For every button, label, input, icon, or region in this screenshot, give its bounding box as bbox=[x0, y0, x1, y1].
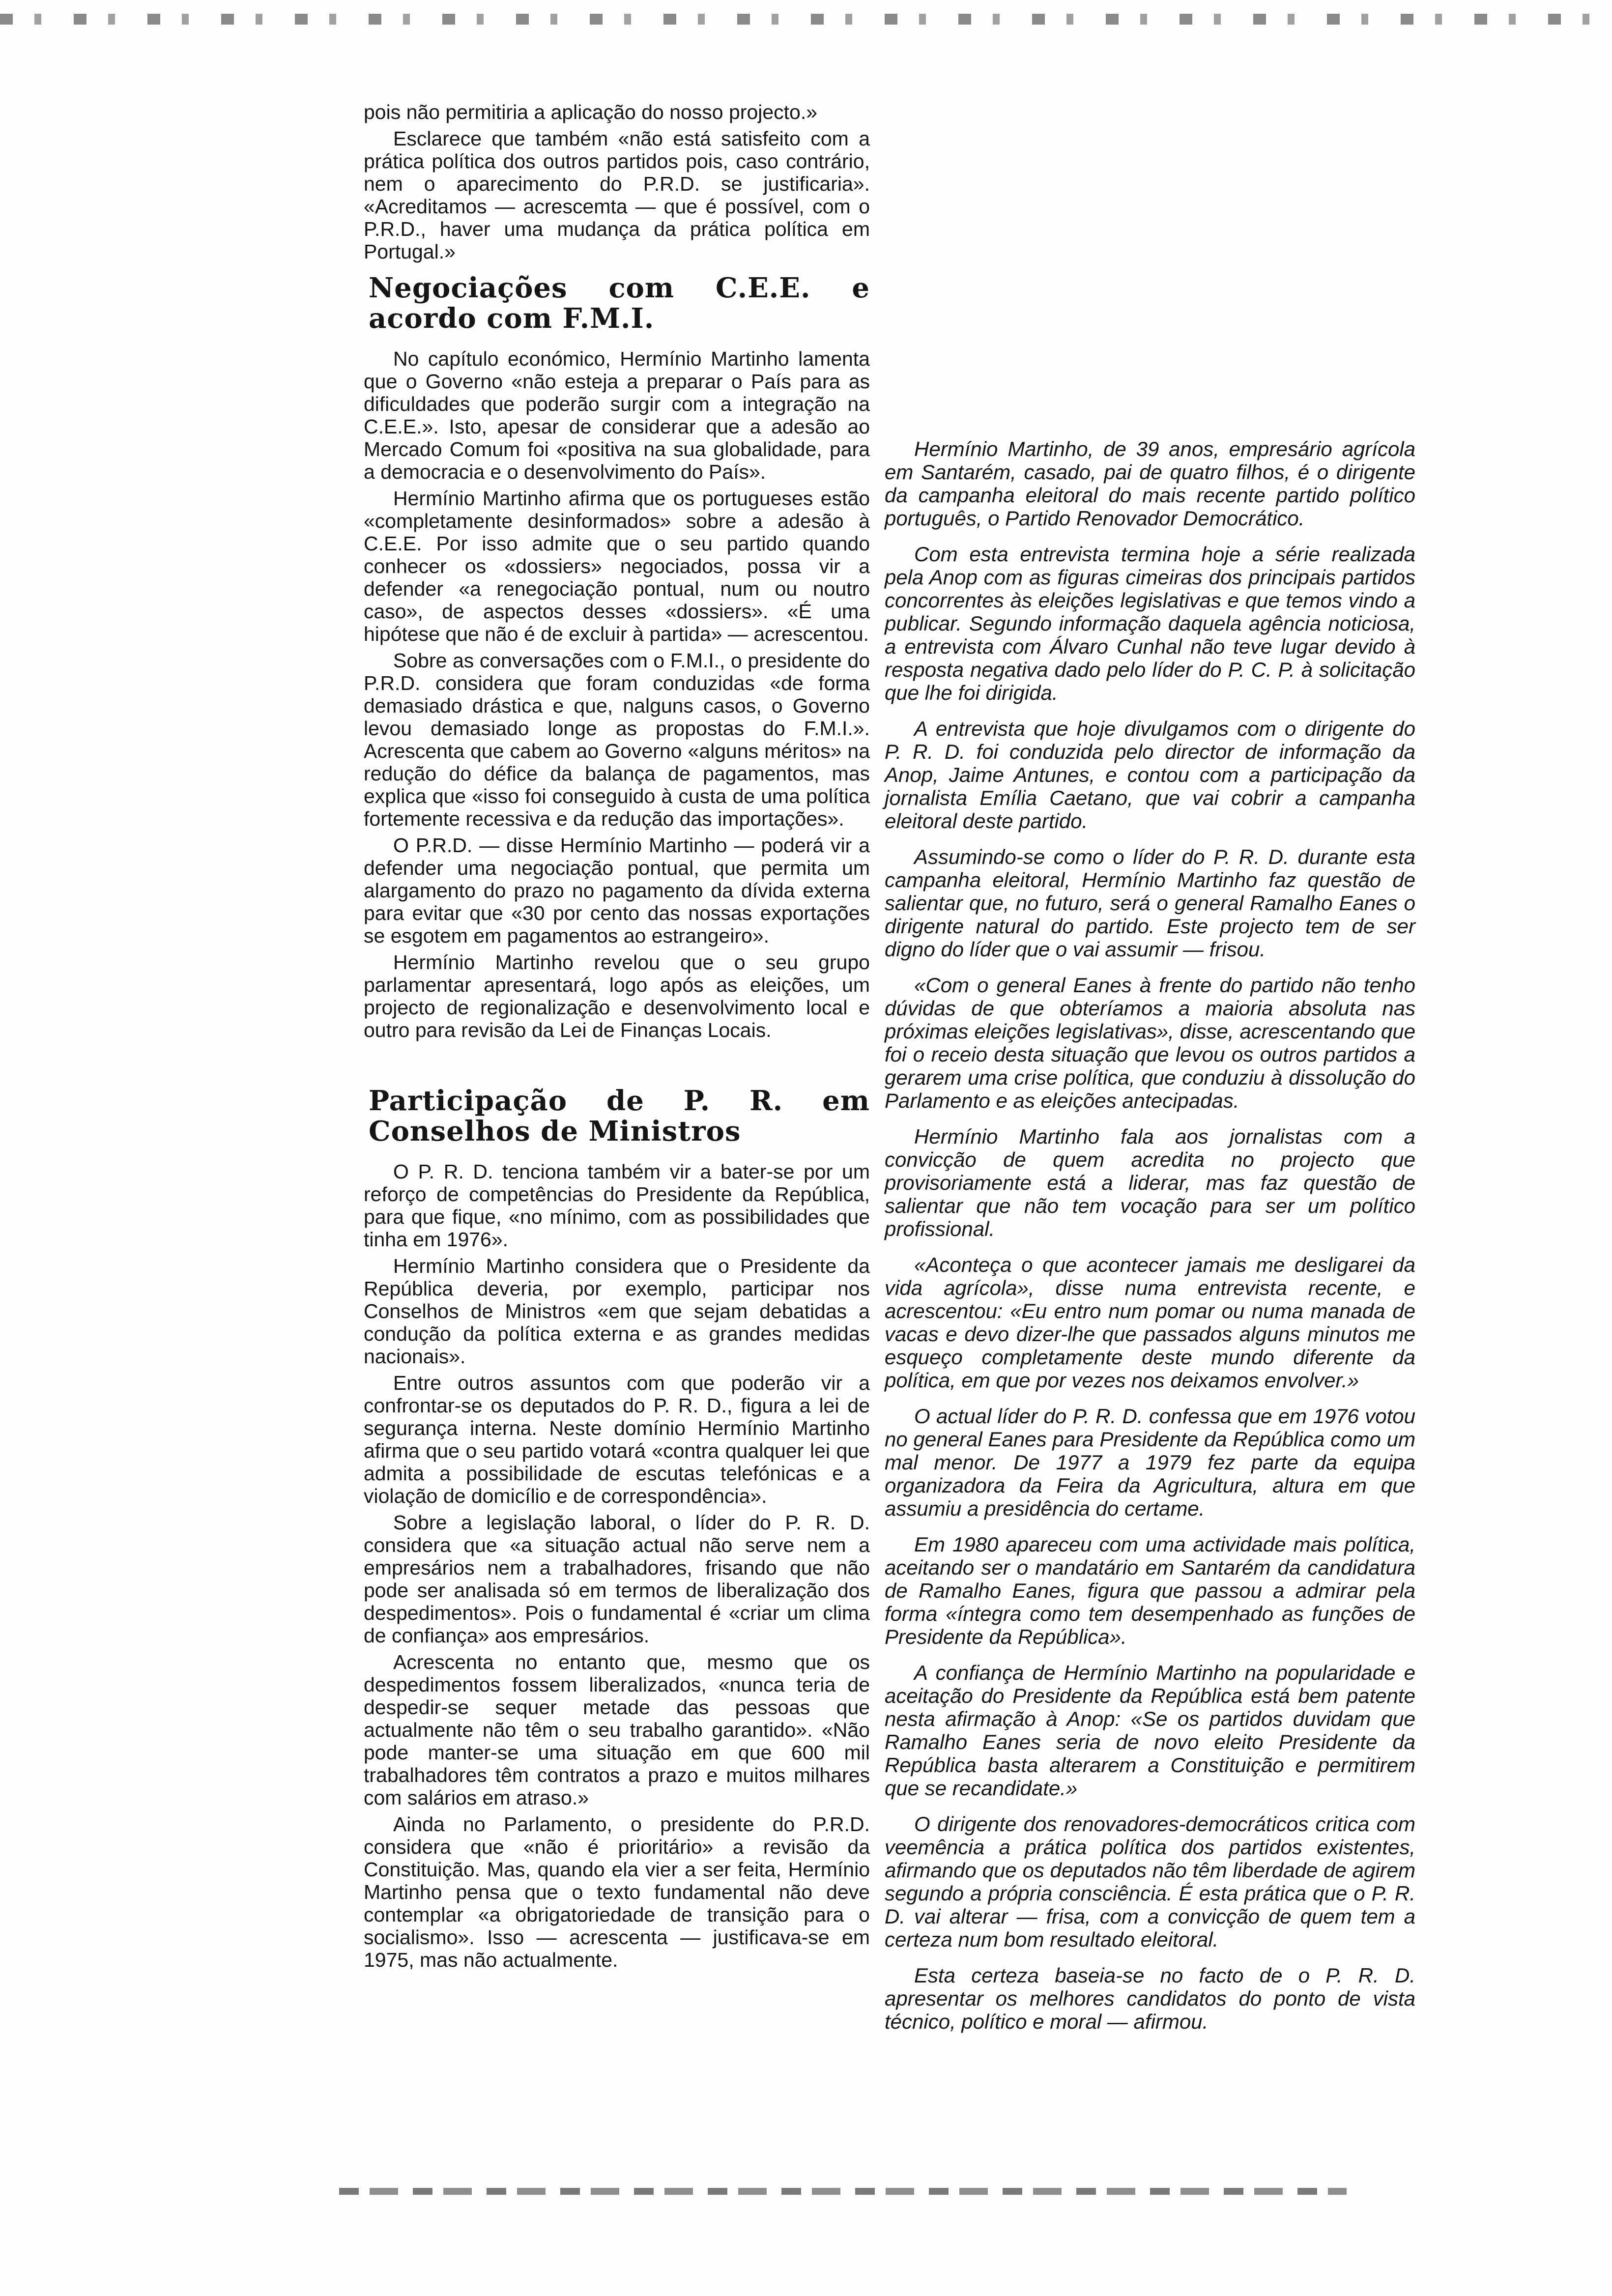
scan-edge-bottom bbox=[339, 2188, 1347, 2195]
profile-paragraph: O dirigente dos renovadores-democráticos critica com veemência a prática política dos partidos existentes, afirmando que os deputados não têm liberdade de agirem segundo a própria consciência. É esta prática que o P. R. D. vai alterar — frisa, com a convicção de quem tem a certeza num bom resultado eleitoral. bbox=[885, 1812, 1415, 1951]
article-paragraph: O P. R. D. tenciona também vir a bater-se por um reforço de competências do Presidente da República, para que fique, «no mínimo, com as possibilidades que tinha em 1976». bbox=[364, 1160, 870, 1251]
article-paragraph: Entre outros assuntos com que poderão vir a confrontar-se os deputados do P. R. D., figura a lei de segurança interna. Neste domínio Hermínio Martinho afirma que o seu partido votará «contra qualquer lei que admita a possibilidade de escutas telefónicas e a violação de domicílio e de correspondência». bbox=[364, 1372, 870, 1507]
profile-paragraph: Com esta entrevista termina hoje a série realizada pela Anop com as figuras cimeiras dos principais partidos concorrentes às eleições legislativas e que temos vindo a publicar. Segundo informação daquela agência noticiosa, a entrevista com Álvaro Cunhal não teve lugar devido à resposta negativa dado pelo líder do P. C. P. à solicitação que lhe foi dirigida. bbox=[885, 543, 1415, 704]
article-paragraph: No capítulo económico, Hermínio Martinho lamenta que o Governo «não esteja a preparar o País para as dificuldades que poderão surgir com a integração na C.E.E.». Isto, apesar de considerar que a adesão ao Mercado Comum foi «positiva na sua globalidade, para a democracia e o desenvolvimento do País». bbox=[364, 347, 870, 483]
article-paragraph: Sobre as conversações com o F.M.I., o presidente do P.R.D. considera que foram conduzidas «de forma demasiado drástica e que, nalguns casos, o Governo levou demasiado longe as propostas do F.M.I.». Acrescenta que cabem ao Governo «alguns méritos» na redução do défice da balança de pagamentos, mas explica que «isso foi conseguido à custa de uma política fortemente recessiva e da redução das importações». bbox=[364, 649, 870, 830]
intro-paragraph: Esclarece que também «não está satisfeito com a prática política dos outros partidos pois, caso contrário, nem o aparecimento do P.R.D. se justificaria». «Acreditamos — acrescemta — que é possível, com o P.R.D., haver uma mudança da prática política em Portugal.» bbox=[364, 127, 870, 263]
intro-paragraph: pois não permitiria a aplicação do nosso projecto.» bbox=[364, 101, 818, 123]
section-heading-negotiations: Negociações com C.E.E. e acordo com F.M.I. bbox=[369, 272, 870, 335]
profile-paragraph: O actual líder do P. R. D. confessa que em 1976 votou no general Eanes para Presidente da República como um mal menor. De 1977 a 1979 fez parte da equipa organizadora da Feira da Agricultura, altura em que assumiu a presidência do certame. bbox=[885, 1405, 1415, 1520]
profile-paragraph: «Com o general Eanes à frente do partido não tenho dúvidas de que obteríamos a maioria absoluta nas próximas eleições legislativas», disse, acrescentando que foi o receio desta situação que levou os outros partidos a gerarem uma crise política, que conduziu à dissolução do Parlamento e as eleições antecipadas. bbox=[885, 974, 1415, 1112]
profile-paragraph: Hermínio Martinho, de 39 anos, empresário agrícola em Santarém, casado, pai de quatro filhos, é o dirigente da campanha eleitoral do mais recente partido político português, o Partido Renovador Democrático. bbox=[885, 437, 1415, 530]
article-paragraph: Ainda no Parlamento, o presidente do P.R.D. considera que «não é prioritário» a revisão da Constituição. Mas, quando ela vier a ser feita, Hermínio Martinho pensa que o texto fundamental não deve contemplar «a obrigatoriedade de transição para o socialismo». Isso — acrescenta — justificava-se em 1975, mas não actualmente. bbox=[364, 1813, 870, 1971]
article-paragraph: Acrescenta no entanto que, mesmo que os despedimentos fossem liberalizados, «nunca teria de despedir-se sequer metade das pessoas que actualmente não têm o seu trabalho garantido». «Não pode manter-se uma situação em que 600 mil trabalhadores têm contratos a prazo e muitos milhares com salários em atraso.» bbox=[364, 1651, 870, 1809]
article-paragraph: Sobre a legislação laboral, o líder do P. R. D. considera que «a situação actual não serve nem a empresários nem a trabalhadores, frisando que não pode ser analisada só em termos de liberalização dos despedimentos». Pois o fundamental é «criar um clima de confiança» aos empresários. bbox=[364, 1511, 870, 1647]
profile-paragraph: Esta certeza baseia-se no facto de o P. R. D. apresentar os melhores candidatos do ponto de vista técnico, político e moral — afirmou. bbox=[885, 1964, 1415, 2033]
left-column bbox=[364, 101, 870, 1975]
profile-paragraph: Assumindo-se como o líder do P. R. D. durante esta campanha eleitoral, Hermínio Martinho faz questão de salientar que, no futuro, será o general Ramalho Eanes o dirigente natural do partido. Este projecto tem de ser digno do líder que o vai assumir — frisou. bbox=[885, 845, 1415, 961]
article-paragraph: Hermínio Martinho considera que o Presidente da República deveria, por exemplo, participar nos Conselhos de Ministros «em que sejam debatidas a condução da política externa e as grandes medidas nacionais». bbox=[364, 1255, 870, 1368]
profile-paragraph: Hermínio Martinho fala aos jornalistas com a convicção de quem acredita no projecto que provisoriamente está a liderar, mas faz questão de salientar que não tem vocação para ser um político profissional. bbox=[885, 1125, 1415, 1240]
article-paragraph: Hermínio Martinho revelou que o seu grupo parlamentar apresentará, logo após as eleições, um projecto de regionalização e desenvolvimento local e outro para revisão da Lei de Finanças Locais. bbox=[364, 951, 870, 1041]
profile-paragraph: A entrevista que hoje divulgamos com o dirigente do P. R. D. foi conduzida pelo director de informação da Anop, Jaime Antunes, e contou com a participação da jornalista Emília Caetano, que vai cobrir a campanha eleitoral deste partido. bbox=[885, 717, 1415, 832]
profile-paragraph: A confiança de Hermínio Martinho na popularidade e aceitação do Presidente da República está bem patente nesta afirmação à Anop: «Se os partidos duvidam que Ramalho Eanes seria de novo eleito Presidente da República basta alterarem a Constituição e permitirem que se recandidate.» bbox=[885, 1661, 1415, 1800]
section-heading-council-of-ministers: Participação de P. R. em Conselhos de Ministros bbox=[369, 1085, 870, 1148]
profile-paragraph: Em 1980 apareceu com uma actividade mais política, aceitando ser o mandatário em Santarém da candidatura de Ramalho Eanes, figura que passou a admirar pela forma «íntegra como tem desempenhado as funções de Presidente da República». bbox=[885, 1533, 1415, 1648]
right-column-profile bbox=[885, 437, 1415, 2046]
article-paragraph: Hermínio Martinho afirma que os portugueses estão «completamente desinformados» sobre a adesão à C.E.E. Por isso admite que o seu partido quando conhecer os «dossiers» negociados, possa vir a defender «a renegociação pontual, num ou noutro caso», de aspectos desses «dossiers». «É uma hipótese que não é de excluir à partida» — acrescentou. bbox=[364, 487, 870, 645]
profile-paragraph: «Aconteça o que acontecer jamais me desligarei da vida agrícola», disse numa entrevista recente, e acrescentou: «Eu entro num pomar ou numa manada de vacas e devo dizer-lhe que passados alguns minutos me esqueço completamente deste mundo diferente da política, em que por vezes nos deixamos envolver.» bbox=[885, 1253, 1415, 1392]
scan-edge-top bbox=[0, 14, 1612, 25]
section-spacer bbox=[364, 1045, 870, 1076]
article-paragraph: O P.R.D. — disse Hermínio Martinho — poderá vir a defender uma negociação pontual, que permita um alargamento do prazo no pagamento da dívida externa para evitar que «30 por cento das nossas exportações se esgotem em pagamentos ao estrangeiro». bbox=[364, 834, 870, 947]
